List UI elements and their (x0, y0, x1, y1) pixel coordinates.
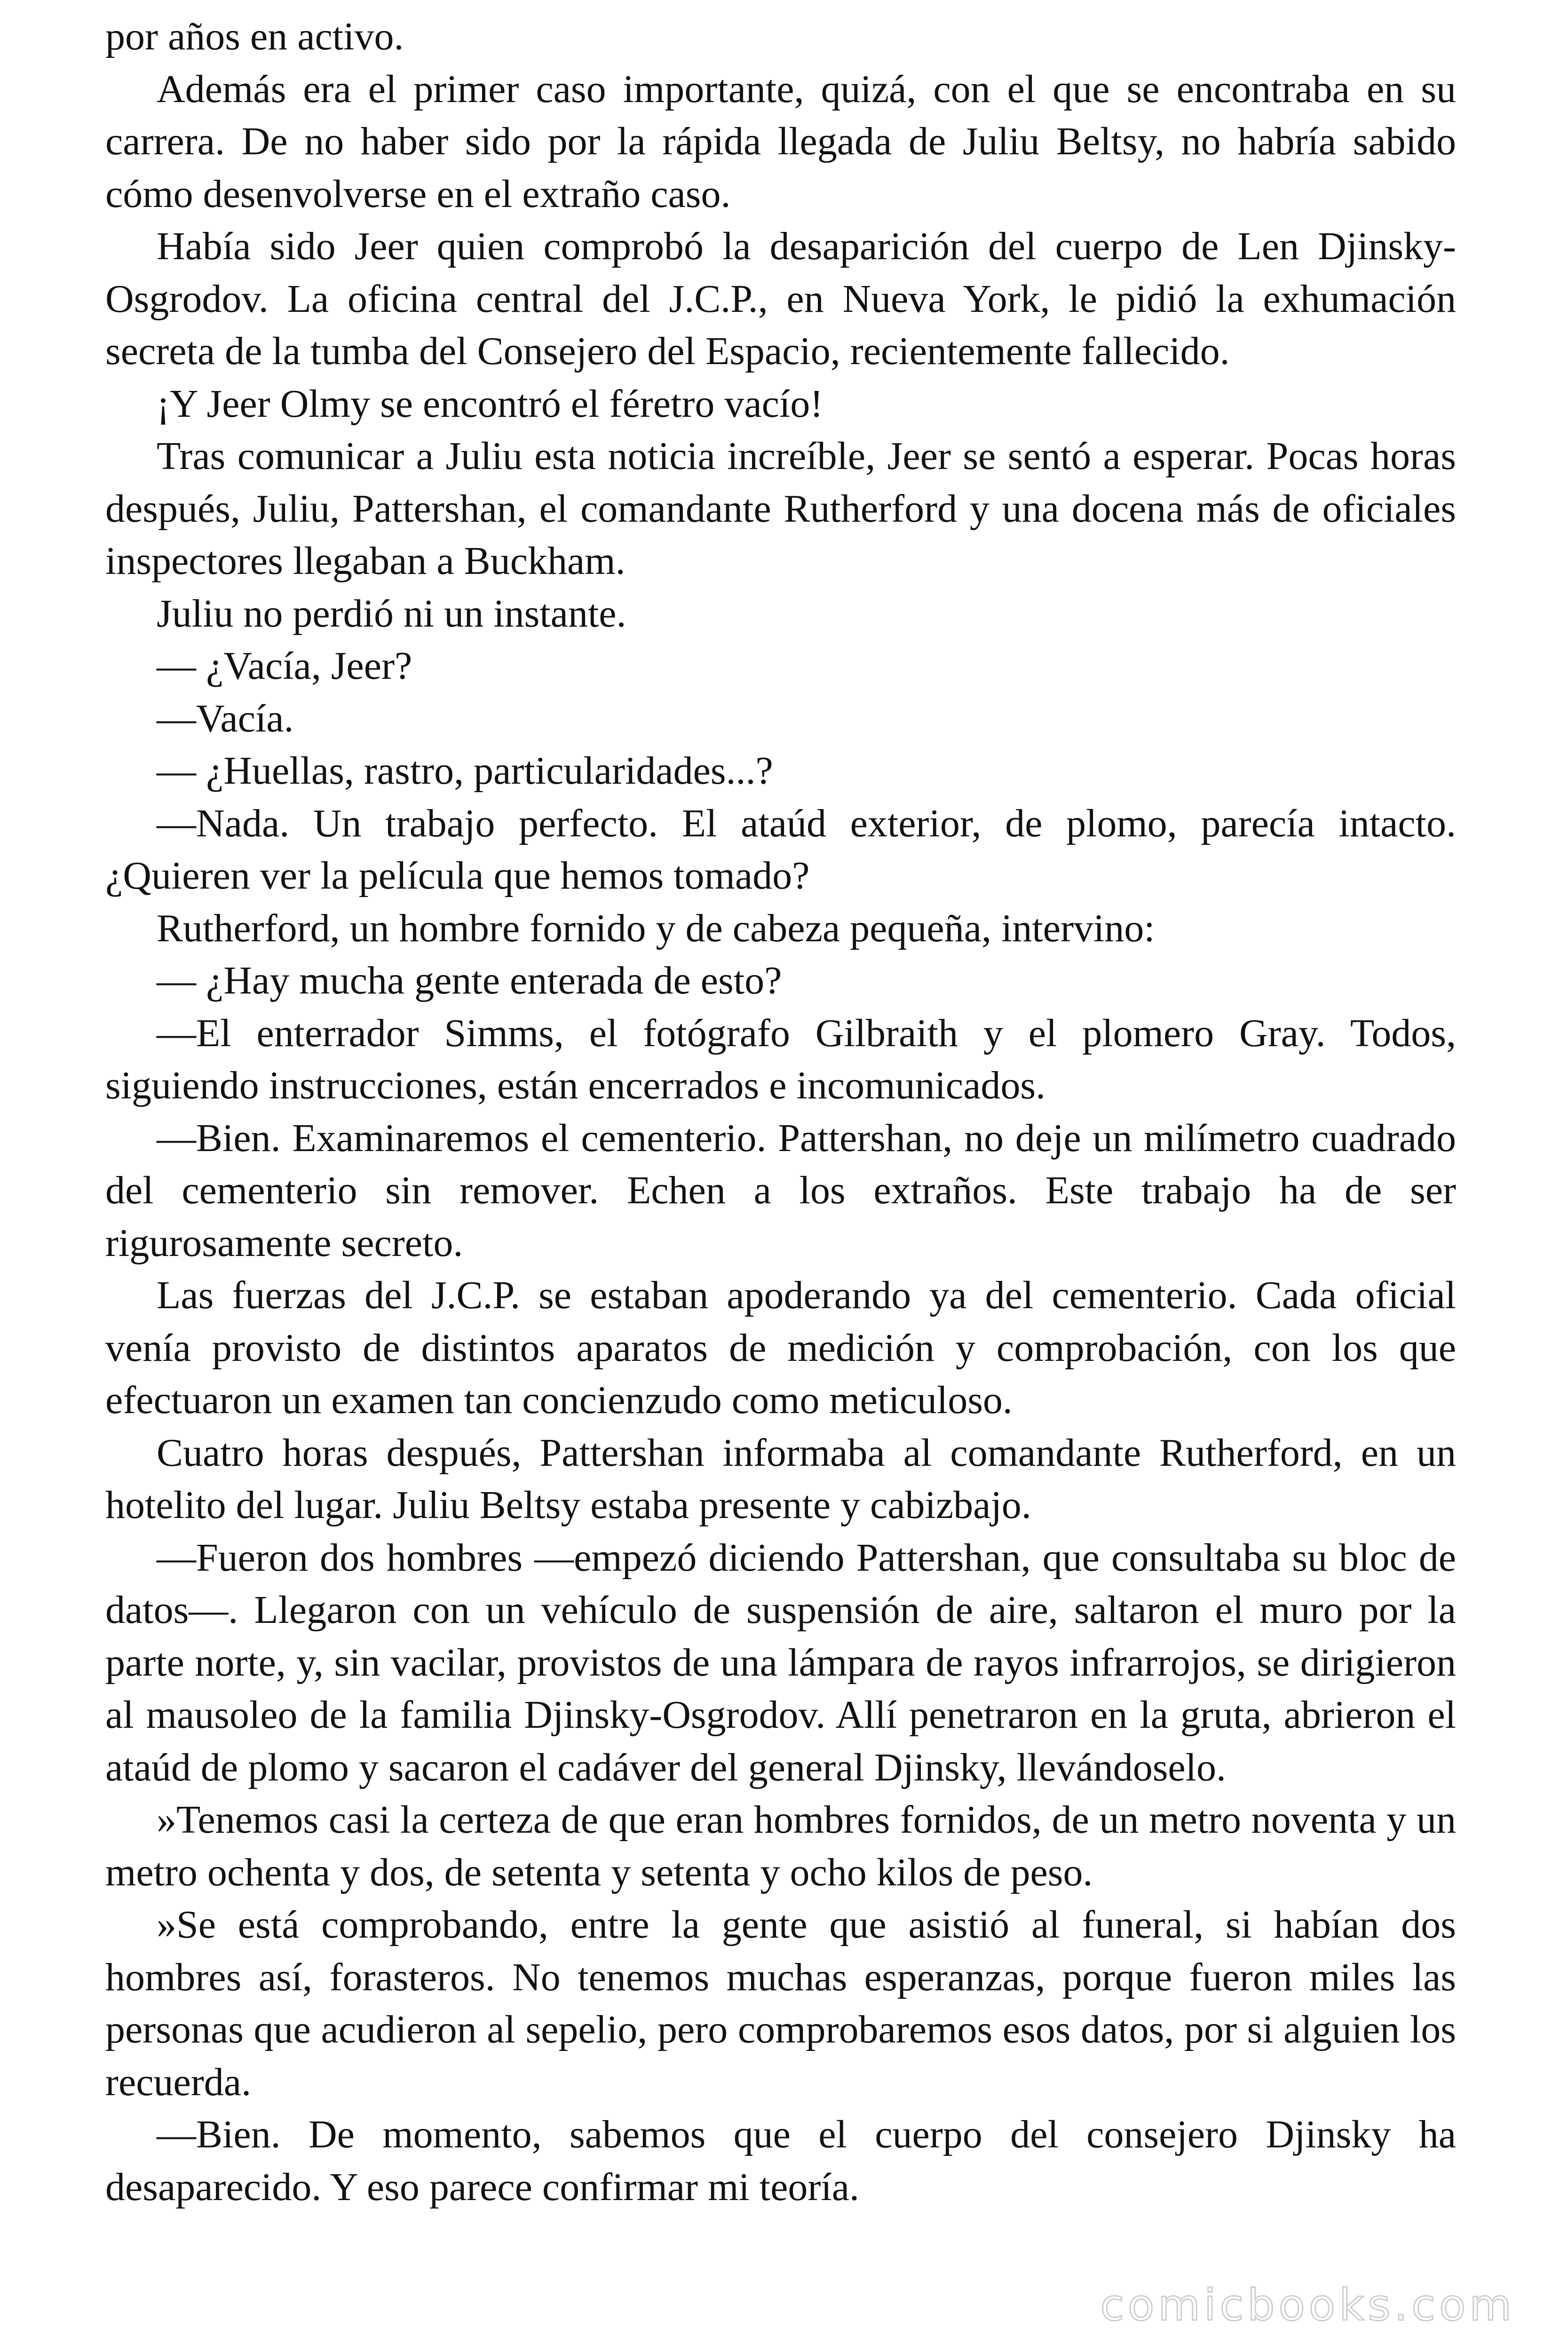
paragraph: Además era el primer caso importante, quizá, con el que se encontraba en su carrera. De no haber sido por la rápida llegada de Juliu Beltsy, no habría sabido cómo desenvolverse en el extraño caso. (105, 67, 1456, 216)
dialogue-line: —El enterrador Simms, el fotógrafo Gilbraith y el plomero Gray. Todos, siguiendo instrucciones, están encerrados e incomunicados. (105, 1011, 1456, 1107)
paragraph: Cuatro horas después, Pattershan informaba al comandante Rutherford, en un hotelito del lugar. Juliu Beltsy estaba presente y cabizbajo. (105, 1430, 1456, 1527)
dialogue-line: — ¿Huellas, rastro, particularidades...? (157, 749, 773, 793)
paragraph: Las fuerzas del J.C.P. se estaban apoderando ya del cementerio. Cada oficial venía provisto de distintos aparatos de medición y comprobación, con los que efectuaron un examen tan concienzudo como meticuloso. (105, 1273, 1456, 1422)
dialogue-line: »Se está comprobando, entre la gente que asistió al funeral, si habían dos hombres así, forasteros. No tenemos muchas esperanzas, porque fueron miles las personas que acudieron al sepelio, pero comprobaremos esos datos, por si alguien los recuerda. (105, 1903, 1456, 2104)
dialogue-line: —Fueron dos hombres —empezó diciendo Pattershan, que consultaba su bloc de datos—. Llegaron con un vehículo de suspensión de aire, saltaron el muro por la parte norte, y, sin vacilar, provistos de una lámpara de rayos infrarrojos, se dirigieron al mausoleo de la familia Djinsky-Osgrodov. Allí penetraron en la gruta, abrieron el ataúd de plomo y sacaron el cadáver del general Djinsky, llevándoselo. (105, 1535, 1456, 1789)
paragraph: Rutherford, un hombre fornido y de cabeza pequeña, intervino: (157, 906, 1155, 950)
paragraph: ¡Y Jeer Olmy se encontró el féretro vacío! (157, 381, 824, 426)
paragraph: Había sido Jeer quien comprobó la desaparición del cuerpo de Len Djinsky-Osgrodov. La oficina central del J.C.P., en Nueva York, le pidió la exhumación secreta de la tumba del Consejero del Espacio, recientemente fallecido. (105, 224, 1456, 373)
dialogue-line: —Vacía. (157, 696, 294, 740)
dialogue-line: —Nada. Un trabajo perfecto. El ataúd exterior, de plomo, parecía intacto. ¿Quieren ver la película que hemos tomado? (105, 801, 1456, 898)
paragraph: Tras comunicar a Juliu esta noticia increíble, Jeer se sentó a esperar. Pocas horas después, Juliu, Pattershan, el comandante Rutherford y una docena más de oficiales inspectores llegaban a Buckham. (105, 434, 1456, 583)
watermark-text: comicbooks.com (1100, 2280, 1515, 2330)
dialogue-line: — ¿Hay mucha gente enterada de esto? (157, 959, 782, 1002)
dialogue-line: »Tenemos casi la certeza de que eran hombres fornidos, de un metro noventa y un metro ochenta y dos, de setenta y setenta y ocho kilos de peso. (105, 1798, 1456, 1894)
book-page-text (105, 10, 1456, 2213)
dialogue-line: —Bien. De momento, sabemos que el cuerpo del consejero Djinsky ha desaparecido. Y eso parece confirmar mi teoría. (105, 2113, 1456, 2209)
paragraph: Juliu no perdió ni un instante. (157, 591, 626, 636)
dialogue-line: —Bien. Examinaremos el cementerio. Pattershan, no deje un milímetro cuadrado del cementerio sin remover. Echen a los extraños. Este trabajo ha de ser rigurosamente secreto. (105, 1116, 1456, 1265)
paragraph: por años en activo. (105, 15, 404, 58)
dialogue-line: — ¿Vacía, Jeer? (157, 644, 412, 688)
